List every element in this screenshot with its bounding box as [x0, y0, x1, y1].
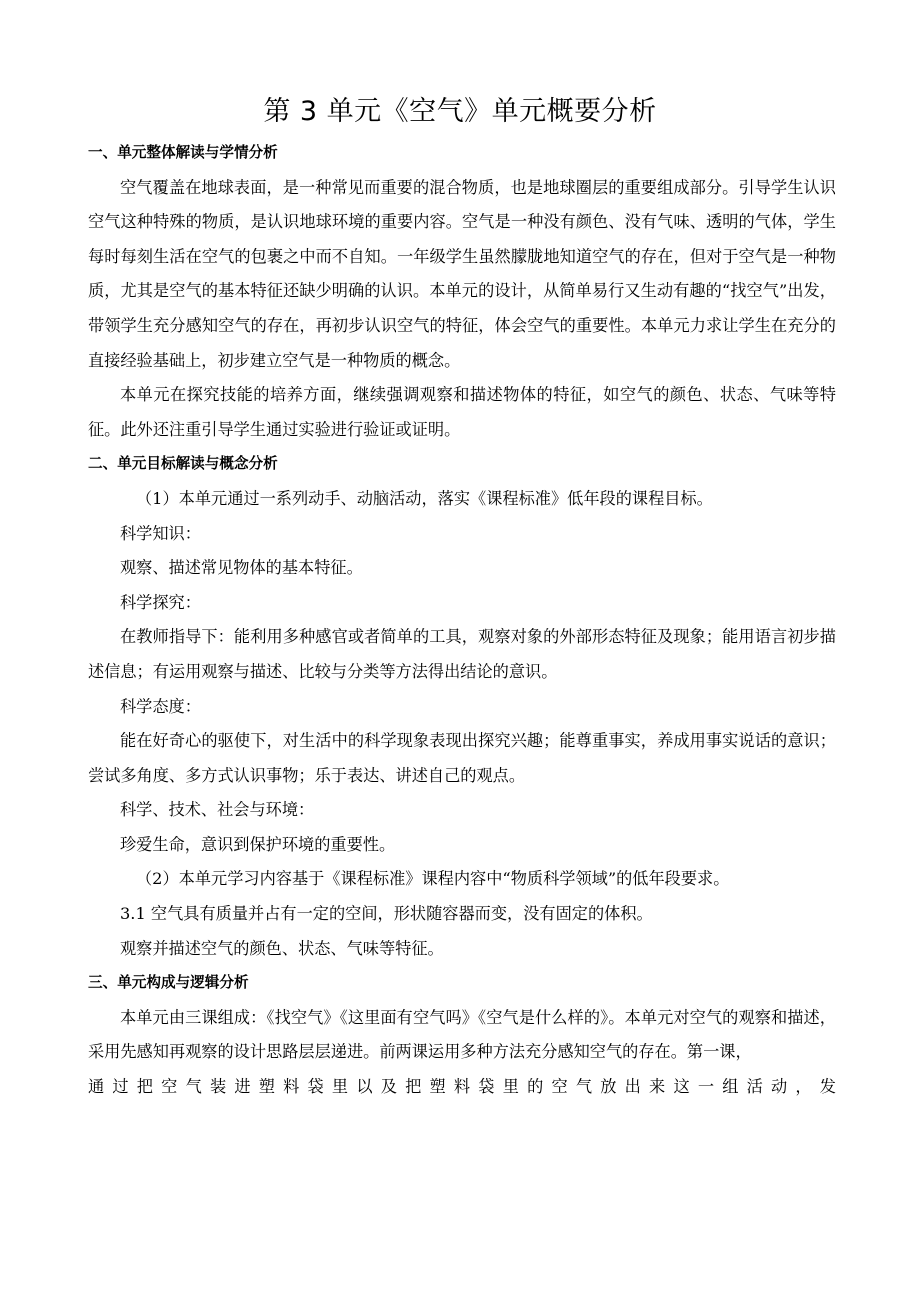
section-2-label-knowledge: 科学知识： [120, 523, 201, 543]
section-heading-1: 一、单元整体解读与学情分析 [88, 144, 278, 161]
section-2-paragraph-inquiry: 在教师指导下：能利用多种感官或者简单的工具，观察对象的外部形态特征及现象；能用语言初步描述信息；有运用观察与描述、比较与分类等方法得出结论的意识。 [88, 627, 836, 681]
section-2-paragraph-attitude: 能在好奇心的驱使下，对生活中的科学现象表现出探究兴趣；能尊重事实，养成用事实说话的意识；尝试多角度、多方式认识事物；乐于表达、讲述自己的观点。 [88, 731, 836, 785]
page-title: 第 3 单元《空气》单元概要分析 [263, 96, 657, 127]
section-1-paragraph-2: 本单元在探究技能的培养方面，继续强调观察和描述物体的特征，如空气的颜色、状态、气味等特征。此外还注重引导学生通过实验进行验证或证明。 [88, 385, 836, 439]
section-3-paragraph-1-continued: 通过把空气装进塑料袋里以及把塑料袋里的空气放出来这一组活动，发 [88, 1077, 836, 1097]
section-2-paragraph-2: （2）本单元学习内容基于《课程标准》课程内容中“物质科学领域”的低年段要求。 [136, 869, 730, 889]
section-2-label-inquiry: 科学探究： [120, 592, 201, 612]
section-2-paragraph-stse: 珍爱生命，意识到保护环境的重要性。 [120, 834, 396, 854]
section-heading-2: 二、单元目标解读与概念分析 [88, 455, 278, 473]
section-2-label-attitude: 科学态度： [120, 696, 201, 716]
section-heading-3: 三、单元构成与逻辑分析 [88, 974, 249, 992]
section-2-label-stse: 科学、技术、社会与环境： [120, 800, 315, 820]
section-1-paragraph-1: 空气覆盖在地球表面，是一种常见而重要的混合物质，也是地球圈层的重要组成部分。引导学生认识空气这种特殊的物质，是认识地球环境的重要内容。空气是一种没有颜色、没有气味、透明的气体，学生每时每刻生活在空气的包裹之中而不自知。一年级学生虽然朦胧地知道空气的存在，但对于空气是一种物质，尤其是空气的基本特征还缺少明确的认识。本单元的设计，从简单易行又生动有趣的“找空气”出发，带领学生充分感知空气的存在，再初步认识空气的特征，体会空气的重要性。本单元力求让学生在充分的直接经验基础上，初步建立空气是一种物质的概念。 [88, 177, 836, 370]
section-3-paragraph-1: 本单元由三课组成：《找空气》《这里面有空气吗》《空气是什么样的》。本单元对空气的观察和描述，采用先感知再观察的设计思路层层递进。前两课运用多种方法充分感知空气的存在。第一课， [88, 1007, 836, 1062]
section-2-paragraph-3: 3.1 空气具有质量并占有一定的空间，形状随容器而变，没有固定的体积。 [120, 904, 653, 924]
document-body [88, 136, 836, 1105]
section-2-paragraph-4: 观察并描述空气的颜色、状态、气味等特征。 [120, 938, 444, 958]
section-2-paragraph-1: （1）本单元通过一系列动手、动脑活动，落实《课程标准》低年段的课程目标。 [136, 488, 713, 508]
section-2-paragraph-knowledge: 观察、描述常见物体的基本特征。 [120, 558, 363, 578]
